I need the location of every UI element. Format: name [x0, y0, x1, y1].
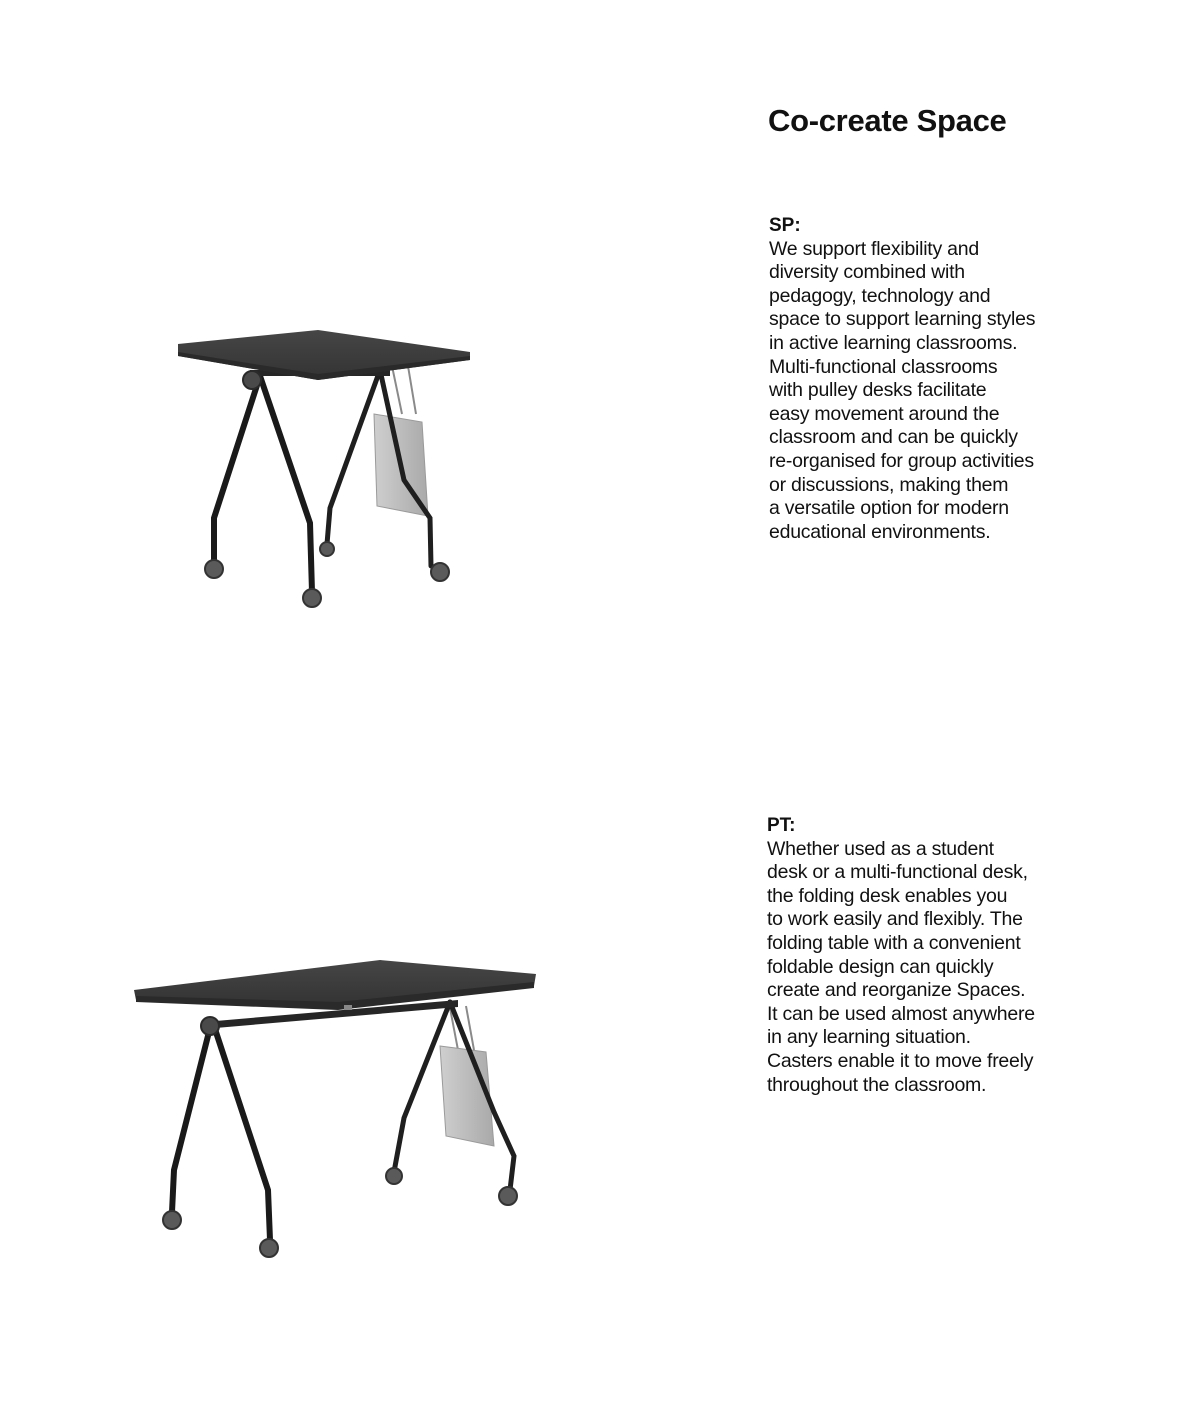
hanging-bag [440, 1006, 494, 1146]
description-line: space to support learning styles [769, 308, 1036, 331]
desk-top [134, 960, 536, 1010]
description-line: or discussions, making them [769, 473, 1009, 496]
description-line: educational environments. [769, 520, 991, 543]
description-line: classroom and can be quickly [769, 426, 1018, 449]
description-line: in any learning situation. [767, 1026, 971, 1049]
description-line: diversity combined with [769, 261, 965, 284]
description-line: Multi-functional classrooms [769, 355, 998, 378]
description-line: to work easily and flexibly. The [767, 908, 1023, 931]
section-label: SP: [769, 215, 801, 236]
description-line: foldable design can quickly [767, 955, 994, 978]
section-label: PT: [767, 815, 796, 836]
description-line: We support flexibility and [769, 237, 979, 260]
table-latch [344, 1005, 352, 1010]
small-folding-desk-image [170, 318, 480, 614]
description-line: with pulley desks facilitate [769, 379, 987, 402]
description-line: throughout the classroom. [767, 1073, 987, 1096]
page-title: Co-create Space [768, 103, 1007, 138]
description-line: pedagogy, technology and [769, 284, 991, 307]
desk-top [178, 330, 470, 380]
description-line: folding table with a convenient [767, 931, 1021, 954]
hinge-knob [243, 371, 261, 389]
description-line: easy movement around the [769, 402, 1000, 425]
wide-folding-desk-image [128, 950, 542, 1266]
section-sp [769, 214, 1099, 544]
front-legs [214, 376, 312, 592]
description-line: Whether used as a student [767, 837, 994, 860]
description-line: desk or a multi-functional desk, [767, 861, 1028, 884]
description-line: the folding desk enables you [767, 884, 1008, 907]
section-description [769, 238, 1099, 545]
hinge-knob [201, 1017, 219, 1035]
section-pt [767, 814, 1097, 1097]
description-line: Casters enable it to move freely [767, 1049, 1034, 1072]
description-line: re-organised for group activities [769, 449, 1034, 472]
description-line: create and reorganize Spaces. [767, 979, 1026, 1002]
casters [163, 1168, 517, 1257]
casters [205, 542, 449, 607]
front-legs [172, 1020, 270, 1240]
section-description [767, 838, 1097, 1098]
description-line: a versatile option for modern [769, 497, 1009, 520]
description-line: It can be used almost anywhere [767, 1002, 1035, 1025]
description-line: in active learning classrooms. [769, 331, 1018, 354]
